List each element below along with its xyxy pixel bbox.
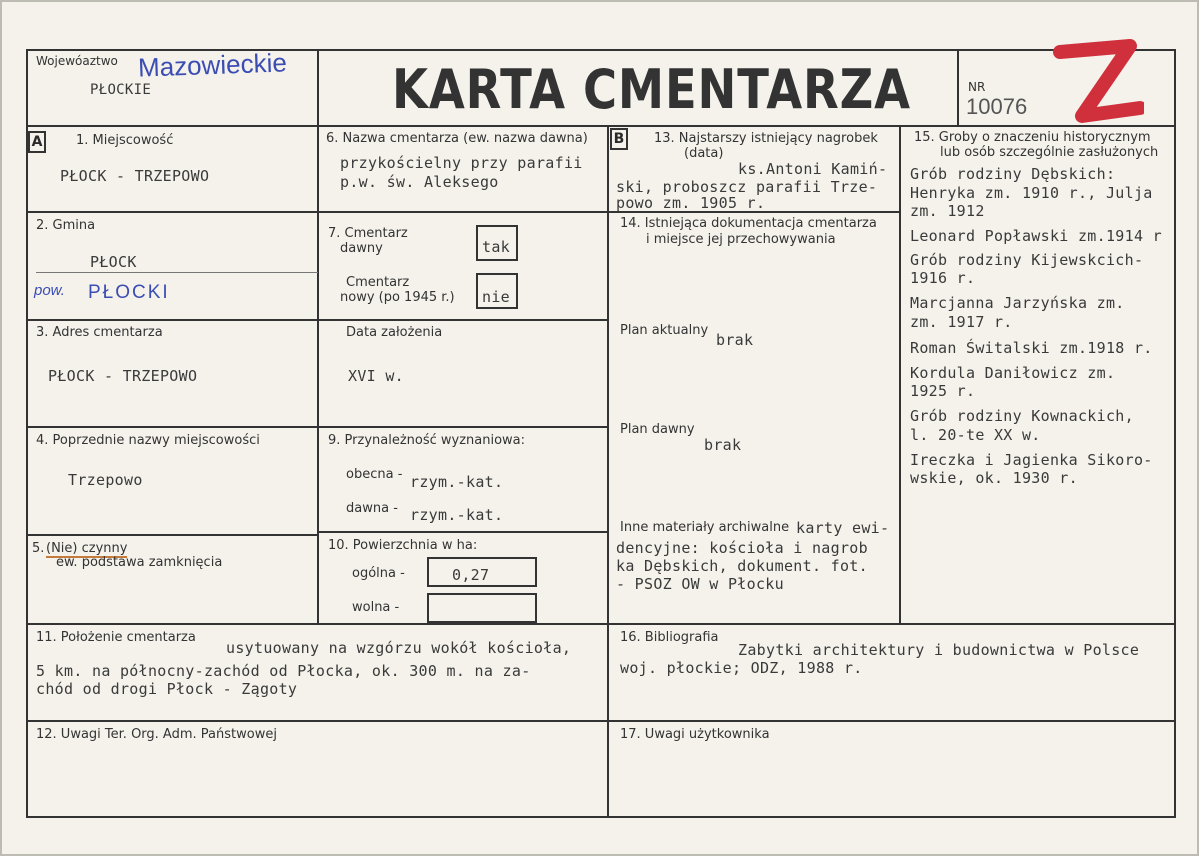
cemetery-name-value-1: przykościelny przy parafii [340,154,583,172]
col-divider-2 [607,126,609,818]
area-free-box [427,593,537,623]
other-materials-label: Inne materiały archiwalne [620,520,790,535]
active-status-label: (Nie) czynny [46,541,128,556]
row-a2 [26,319,318,321]
address-label: 3. Adres cmentarza [36,325,163,340]
active-label-prefix: 5. [32,541,45,556]
other-materials-value-3: ka Dębskich, dokument. fot. [616,557,868,575]
other-materials-value-4: - PSOZ OW w Płocku [616,575,784,593]
frame-bottom [26,816,1176,818]
graves-line: Grób rodziny Kownackich, [910,407,1134,425]
oldest-tomb-value-3: powo zm. 1905 r. [616,194,766,212]
prev-names-label: 4. Poprzednie nazwy miejscowości [36,433,260,448]
frame-right [1174,49,1176,818]
type-new-sub-label: nowy (po 1945 r.) [340,290,455,305]
documentation-label-1: 14. Istniejąca dokumentacja cmentarza [620,216,877,231]
location-value-3: chód od drogi Płock - Zągoty [36,680,298,698]
powiat-prefix: pow. [34,282,65,299]
plan-current-value: brak [716,331,754,349]
denom-current-label: obecna - [346,467,403,482]
locality-value: PŁOCK - TRZEPOWO [60,167,210,185]
graves-line: zm. 1912 [910,202,985,220]
powiat-value: PŁOCKI [88,282,170,303]
cemetery-name-label: 6. Nazwa cmentarza (ew. nazwa dawna) [326,131,588,146]
other-materials-value-2: dencyjne: kościoła i nagrob [616,539,868,557]
header-divider [26,125,1176,127]
documentation-label-2: i miejsce jej przechowywania [646,232,836,247]
row-bottom-2 [26,720,1176,722]
row-bottom-1 [26,623,1176,625]
graves-line: Leonard Popławski zm.1914 r [910,227,1162,245]
oldest-tomb-value-2: ski, proboszcz parafii Trze- [616,178,878,196]
graves-line: Henryka zm. 1910 r., Julja [910,184,1153,202]
section-b-marker: B [610,128,628,150]
graves-line: 1925 r. [910,382,976,400]
prev-names-value: Trzepowo [68,471,143,489]
graves-line: 1916 r. [910,269,976,287]
col-divider-1 [317,49,319,623]
voivodeship-stamp: Mazowieckie [137,47,288,83]
denomination-label: 9. Przynależność wyznaniowa: [328,433,526,448]
oldest-tomb-label-2: (data) [684,146,724,161]
bibliography-label: 16. Bibliografia [620,630,719,645]
plan-old-label: Plan dawny [620,422,695,437]
graves-line: Marcjanna Jarzyńska zm. [910,294,1125,312]
type-label: 7. Cmentarz [328,226,408,241]
denom-current-value: rzym.-kat. [410,473,504,491]
oldest-tomb-label-1: 13. Najstarszy istniejący nagrobek [654,131,878,146]
plan-old-value: brak [704,436,742,454]
graves-line: Kordula Daniłowicz zm. [910,364,1116,382]
row-a4 [26,534,318,536]
page-title: KARTA CMENTARZA [392,58,911,121]
section-a-marker: A [28,131,46,153]
row-c2 [318,319,608,321]
graves-line: l. 20-te XX w. [910,426,1041,444]
type-old-label: dawny [340,241,383,256]
voivodeship-typed: PŁOCKIE [90,82,152,98]
row-c4 [318,531,608,533]
oldest-tomb-value-1: ks.Antoni Kamiń- [738,160,888,178]
row-a3 [26,426,318,428]
cemetery-name-value-2: p.w. św. Aleksego [340,173,499,191]
area-total-value: 0,27 [452,566,490,584]
graves-label-2: lub osób szczególnie zasłużonych [940,145,1159,160]
plan-current-label: Plan aktualny [620,323,709,338]
other-materials-value-1: karty ewi- [796,519,890,537]
graves-line: Grób rodziny Kijewskcich- [910,251,1144,269]
location-label: 11. Położenie cmentarza [36,630,196,645]
graves-line: Grób rodziny Dębskich: [910,165,1116,183]
address-value: PŁOCK - TRZEPOWO [48,367,198,385]
gmina-value: PŁOCK [90,253,137,271]
bibliography-value-1: Zabytki architektury i budownictwa w Polsce [738,641,1140,659]
type-new-label: Cmentarz [346,275,410,290]
nr-divider [957,49,959,126]
location-value-2: 5 km. na północny-zachód od Płocka, ok. 300 m. na za- [36,662,531,680]
type-new-value: nie [482,288,510,306]
voivodeship-label: Wojewóaztwo [36,54,118,68]
row-c3 [318,426,608,428]
col-divider-3 [899,126,901,624]
red-z-icon [1052,38,1144,130]
bibliography-value-2: woj. płockie; ODZ, 1988 r. [620,659,863,677]
area-label: 10. Powierzchnia w ha: [328,538,478,553]
type-old-value: tak [482,238,510,256]
graves-line: wskie, ok. 1930 r. [910,469,1078,487]
location-value-1: usytuowany na wzgórzu wokół kościoła, [226,639,572,657]
founded-label: Data założenia [346,325,443,340]
nr-label: NR [968,80,986,94]
nr-value: 10076 [966,94,1028,119]
admin-remarks-label: 12. Uwagi Ter. Org. Adm. Państwowej [36,727,277,742]
frame-left [26,49,28,818]
denom-former-label: dawna - [346,501,398,516]
graves-line: zm. 1917 r. [910,313,1013,331]
user-remarks-label: 17. Uwagi użytkownika [620,727,770,742]
founded-value: XVI w. [348,367,404,385]
area-total-label: ogólna - [352,566,405,581]
row-a1 [26,211,318,213]
graves-label-1: 15. Groby o znaczeniu historycznym [914,130,1151,145]
denom-former-value: rzym.-kat. [410,506,504,524]
area-free-label: wolna - [352,600,400,615]
graves-line: Roman Świtalski zm.1918 r. [910,339,1153,357]
category-letter-mark [1052,38,1144,130]
locality-label: 1. Miejscowość [76,133,174,148]
row-a2-sub [36,272,318,273]
closure-label: ew. podstawa zamknięcia [56,555,223,570]
gmina-label: 2. Gmina [36,218,96,233]
row-c1 [318,211,608,213]
graves-line: Ireczka i Jagienka Sikoro- [910,451,1153,469]
